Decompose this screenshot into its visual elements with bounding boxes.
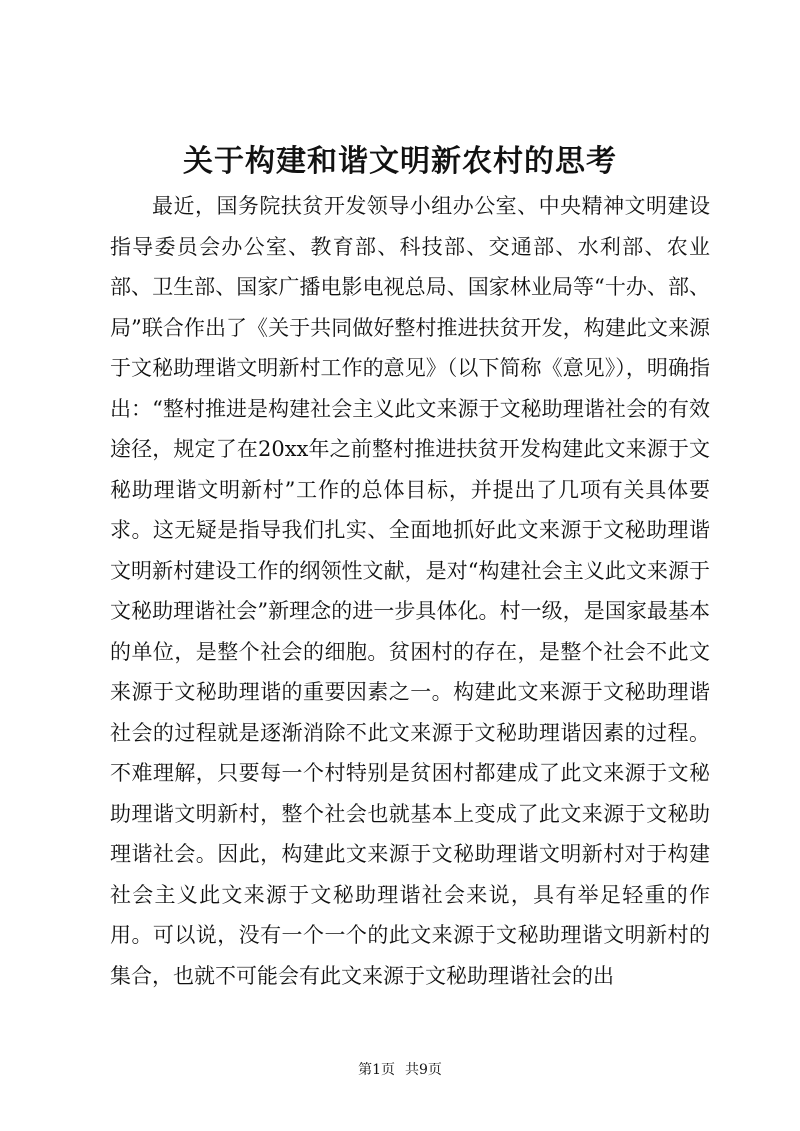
page-total: 共9页 bbox=[405, 1062, 442, 1078]
body-paragraph: 最近，国务院扶贫开发领导小组办公室、中央精神文明建设指导委员会办公室、教育部、科技部、交通部、水利部、农业部、卫生部、国家广播电影电视总局、国家林业局等“十办、部、局”联合作出了《关于共同做好整村推进扶贫开发，构建此文来源于文秘助理谐文明新村工作的意见》（以下简称《意见》），明确指出：“整村推进是构建社会主义此文来源于文秘助理谐社会的有效途径，规定了在20xx年之前整村推进扶贫开发构建此文来源于文秘助理谐文明新村”工作的总体目标，并提出了几项有关具体要求。这无疑是指导我们扎实、全面地抓好此文来源于文秘助理谐文明新村建设工作的纲领性文献，是对“构建社会主义此文来源于文秘助理谐社会”新理念的进一步具体化。村一级，是国家最基本的单位，是整个社会的细胞。贫困村的存在，是整个社会不此文来源于文秘助理谐的重要因素之一。构建此文来源于文秘助理谐社会的过程就是逐渐消除不此文来源于文秘助理谐因素的过程。不难理解，只要每一个村特别是贫困村都建成了此文来源于文秘助理谐文明新村，整个社会也就基本上变成了此文来源于文秘助理谐社会。因此，构建此文来源于文秘助理谐文明新村对于构建社会主义此文来源于文秘助理谐社会来说，具有举足轻重的作用。可以说，没有一个一个的此文来源于文秘助理谐文明新村的集合，也就不可能会有此文来源于文秘助理谐社会的出 bbox=[110, 194, 710, 988]
page-number: 第1页 bbox=[358, 1062, 395, 1078]
page-footer bbox=[0, 1060, 800, 1080]
document-title: 关于构建和谐文明新农村的思考 bbox=[183, 144, 617, 179]
